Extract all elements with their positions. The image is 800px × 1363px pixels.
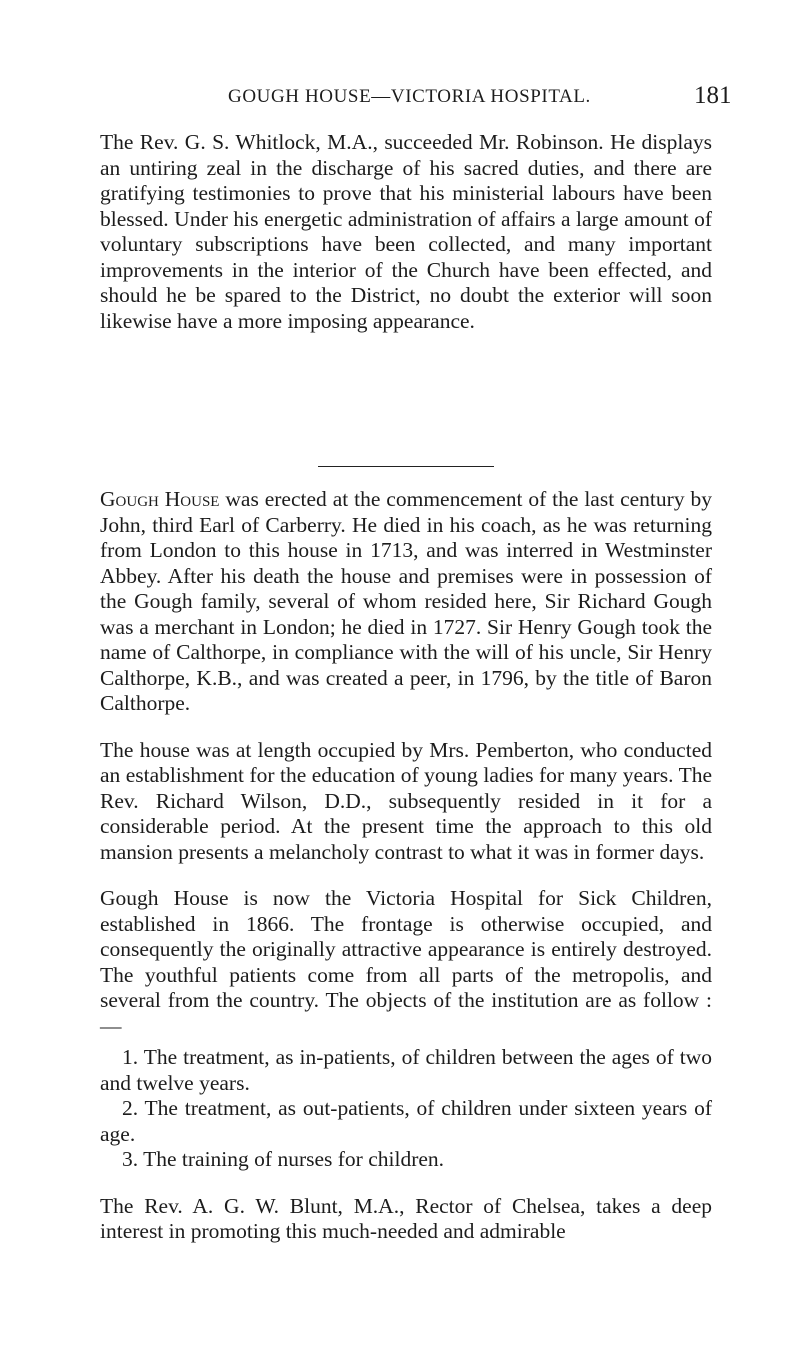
section-divider [318, 466, 494, 467]
gough-house-lead: Gough House [100, 487, 220, 511]
paragraph-whitlock: The Rev. G. S. Whitlock, M.A., succeeded Mr. Robinson. He displays an untiring zeal in the discharge of his sacred duties, and there are gratifying testimonies to prove that his ministerial labours have been blessed. Under his energetic administration of affairs a large amount of voluntary subscriptions have been collected, and many important improvements in the interior of the Church have been effected, and should he be spared to the District, no doubt the exterior will soon likewise have a more imposing appearance. [100, 130, 712, 333]
objects-list [100, 1045, 712, 1173]
page-number: 181 [694, 82, 732, 109]
list-item: 3. The training of nurses for children. [122, 1147, 445, 1171]
list-item: 1. The treatment, as in-patients, of children between the ages of two and twelve years. [100, 1045, 712, 1095]
paragraph-hospital: Gough House is now the Victoria Hospital for Sick Children, established in 1866. The frontage is otherwise occupied, and consequently the originally attractive appearance is entirely destroyed. The youthful patients come from all parts of the metropolis, and several from the country. The objects of the institution are as follow :— [100, 886, 712, 1038]
paragraph-blunt: The Rev. A. G. W. Blunt, M.A., Rector of Chelsea, takes a deep interest in promoting this much-needed and admirable [100, 1193, 712, 1243]
paragraph-gough-house [100, 487, 712, 717]
text-block-main [100, 487, 712, 1266]
running-head: GOUGH HOUSE—VICTORIA HOSPITAL. [228, 86, 591, 107]
paragraph-pemberton: The house was at length occupied by Mrs. Pemberton, who conducted an establishment for the education of young ladies for many years. The Rev. Richard Wilson, D.D., subsequently resided in it for a considerable period. At the present time the approach to this old mansion presents a melancholy contrast to what it was in former days. [100, 737, 712, 864]
gough-house-text: was erected at the commencement of the last century by John, third Earl of Carberry. He died in his coach, as he was returning from London to this house in 1713, and was interred in Westminster Abbey. After his death the house and premises were in possession of the Gough family, several of whom resided here, Sir Richard Gough was a merchant in London; he died in 1727. Sir Henry Gough took the name of Calthorpe, in compliance with the will of his uncle, Sir Henry Calthorpe, K.B., and was created a peer, in 1796, by the title of Baron Calthorpe. [100, 487, 712, 715]
list-item: 2. The treatment, as out-patients, of children under sixteen years of age. [100, 1096, 712, 1146]
text-block-top [100, 130, 712, 334]
